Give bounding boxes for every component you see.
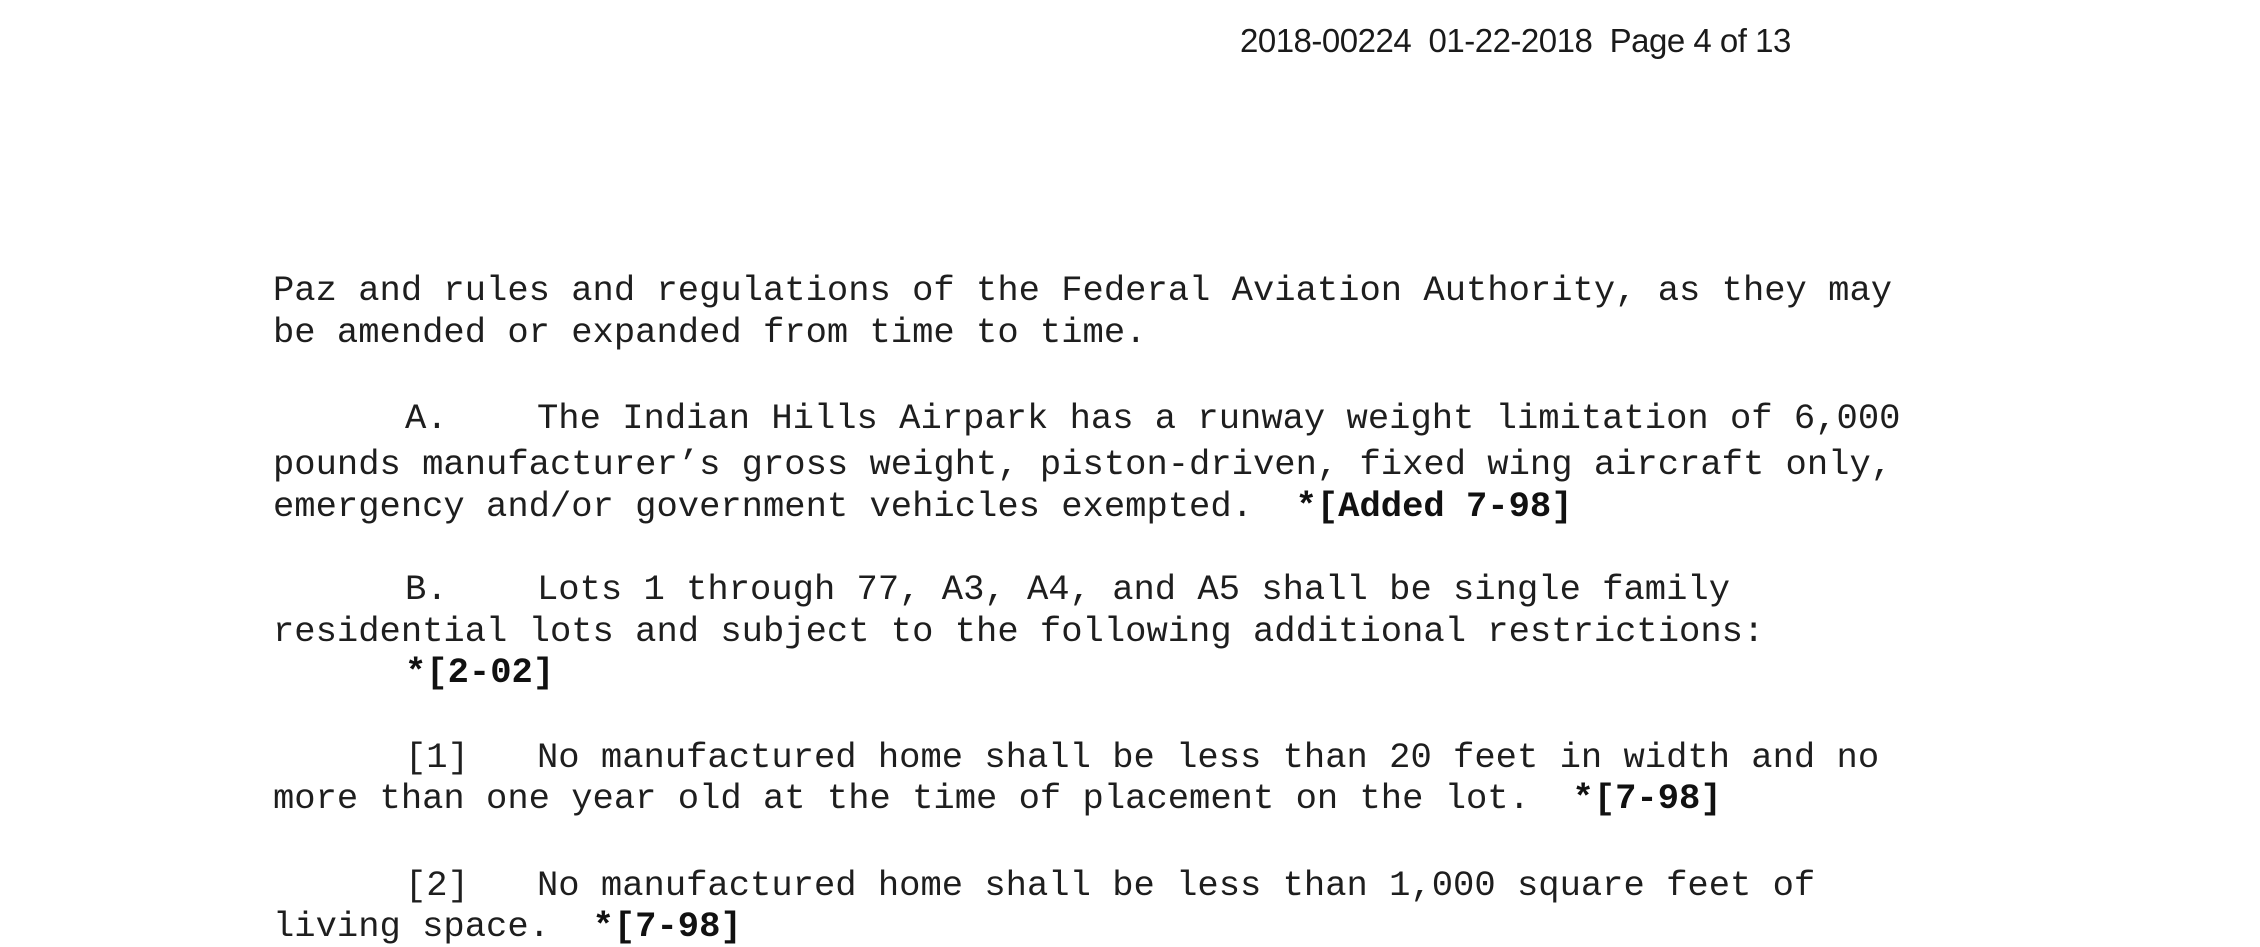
item-1-text-1: No manufactured home shall be less than 20 feet in width and no bbox=[537, 737, 1880, 778]
paragraph-a-text-1: The Indian Hills Airpark has a runway weight limitation of 6,000 bbox=[537, 398, 1901, 439]
document-body bbox=[273, 0, 2073, 947]
paragraph-b-line-2: residential lots and subject to the following additional restrictions: bbox=[273, 611, 1765, 652]
item-2-label: [2] bbox=[405, 865, 469, 906]
paragraph-a-line-1 bbox=[273, 398, 1900, 439]
paragraph-b-label: B. bbox=[405, 569, 448, 610]
paragraph-a-line-2: pounds manufacturer’s gross weight, piston-driven, fixed wing aircraft only, bbox=[273, 444, 1893, 485]
intro-line-1: Paz and rules and regulations of the Federal Aviation Authority, as they may bbox=[273, 270, 1893, 311]
document-id: 2018-00224 bbox=[1240, 22, 1412, 59]
intro-line-2: be amended or expanded from time to time. bbox=[273, 312, 1147, 353]
item-1-text-2: more than one year old at the time of placement on the lot. bbox=[273, 778, 1573, 819]
item-2-line-1 bbox=[273, 865, 1815, 906]
item-1-label: [1] bbox=[405, 737, 469, 778]
document-date: 01-22-2018 bbox=[1428, 22, 1593, 59]
amendment-tag: *[7-98] bbox=[592, 906, 742, 947]
item-1-line-2 bbox=[273, 778, 1722, 819]
amendment-tag: *[7-98] bbox=[1572, 778, 1722, 819]
amendment-tag: *[Added 7-98] bbox=[1295, 486, 1573, 527]
paragraph-a-line-3 bbox=[273, 486, 1573, 527]
paragraph-a-label: A. bbox=[405, 398, 448, 439]
item-2-text-1: No manufactured home shall be less than 1,000 square feet of bbox=[537, 865, 1816, 906]
item-2-text-2: living space. bbox=[273, 906, 593, 947]
paragraph-b-line-1 bbox=[273, 569, 1730, 610]
item-2-line-2 bbox=[273, 906, 742, 947]
page-number: Page 4 of 13 bbox=[1609, 22, 1791, 59]
amendment-tag: *[2-02] bbox=[405, 652, 555, 693]
paragraph-b-text-1: Lots 1 through 77, A3, A4, and A5 shall be single family bbox=[537, 569, 1730, 610]
paragraph-a-text-3: emergency and/or government vehicles exempted. bbox=[273, 486, 1296, 527]
item-1-line-1 bbox=[273, 737, 1879, 778]
